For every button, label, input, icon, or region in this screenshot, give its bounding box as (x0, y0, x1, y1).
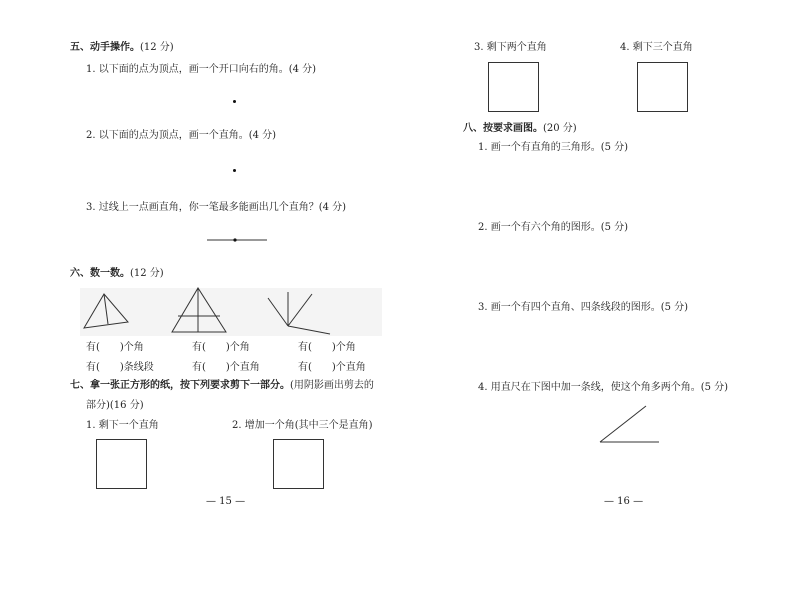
s6-fig3-right-angles: 有( )个直角 (298, 362, 366, 373)
s5-question-1: 1. 以下面的点为顶点，画一个开口向右的角。(4 分) (86, 64, 317, 75)
s5-q3-line-with-point (205, 236, 269, 244)
s7-q4-square (637, 62, 688, 112)
s7-question-1: 1. 剩下一个直角 (86, 420, 159, 431)
page-number-15: — 15 — (206, 496, 246, 507)
s6-fig2-right-angles: 有( )个直角 (192, 362, 260, 373)
s6-fig1-segments: 有( )条线段 (86, 362, 154, 373)
section-8-heading (463, 123, 577, 135)
section-5-heading (70, 42, 174, 54)
s5-question-3: 3. 过线上一点画直角，你一笔最多能画出几个直角？(4 分) (86, 202, 347, 213)
s5-q1-vertex-dot (233, 100, 236, 103)
s7-question-2: 2. 增加一个角(其中三个是直角) (232, 420, 373, 431)
s5-question-2: 2. 以下面的点为顶点，画一个直角。(4 分) (86, 130, 277, 141)
section-5-score: (12 分) (140, 42, 174, 53)
page-number-16: — 16 — (604, 496, 644, 507)
section-7-note-1: (用阴影画出剪去的 (290, 380, 374, 391)
s6-fig3-angles: 有( )个角 (298, 342, 356, 353)
s8-question-4: 4. 用直尺在下图中加一条线，使这个角多两个角。(5 分) (478, 382, 729, 393)
s8-question-2: 2. 画一个有六个角的图形。(5 分) (478, 222, 629, 233)
s6-triangle-figure (84, 294, 128, 328)
section-6-heading (70, 268, 164, 280)
s5-q2-vertex-dot (233, 169, 236, 172)
s8-question-3: 3. 画一个有四个直角、四条线段的图形。(5 分) (478, 302, 689, 313)
s6-fan-rays-figure (268, 292, 330, 334)
s6-triangle-with-height-figure (172, 288, 226, 332)
s7-q1-square (96, 439, 147, 489)
s6-fig2-angles: 有( )个角 (192, 342, 250, 353)
section-7-heading (70, 380, 374, 392)
section-8-title: 八、按要求画图。 (463, 123, 543, 134)
s6-fig1-angles: 有( )个角 (86, 342, 144, 353)
section-8-score: (20 分) (543, 123, 577, 134)
s8-question-1: 1. 画一个有直角的三角形。(5 分) (478, 142, 629, 153)
section-7-title: 七、拿一张正方形的纸，按下列要求剪下一部分。 (70, 380, 290, 391)
s7-question-3: 3. 剩下两个直角 (474, 42, 547, 53)
section-6-score: (12 分) (130, 268, 164, 279)
section-7-note-2: 部分)(16 分) (86, 400, 144, 411)
s7-q3-square (488, 62, 539, 112)
s7-q2-square (273, 439, 324, 489)
section-5-title: 五、动手操作。 (70, 42, 140, 53)
s7-question-4: 4. 剩下三个直角 (620, 42, 693, 53)
s6-figures (80, 288, 382, 336)
section-6-title: 六、数一数。 (70, 268, 130, 279)
s8-q4-angle-figure (598, 404, 662, 446)
